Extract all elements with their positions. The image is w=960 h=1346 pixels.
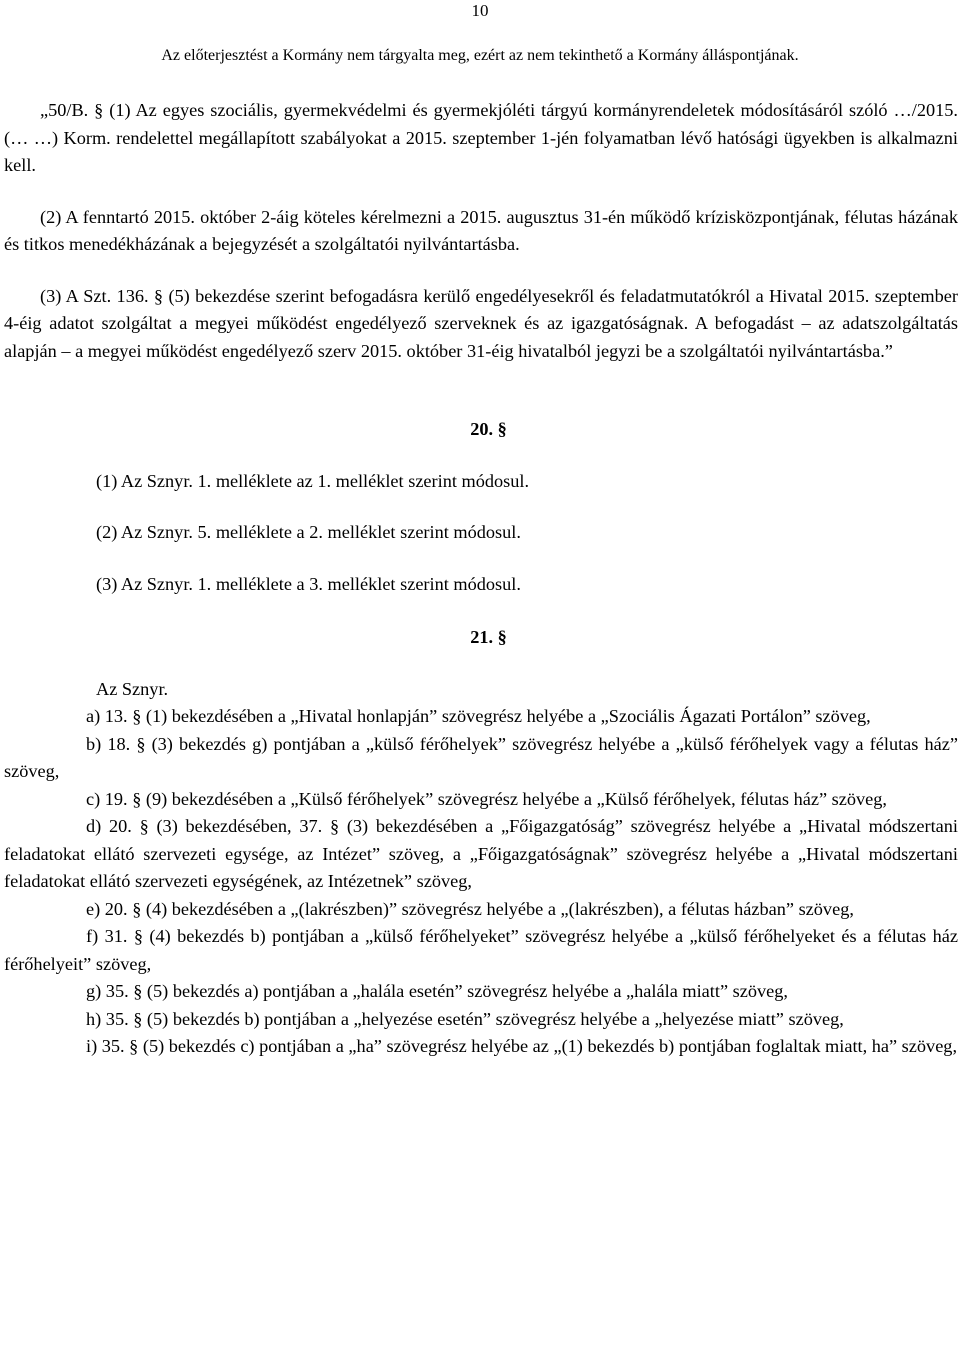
paragraph-50b-3: (3) A Szt. 136. § (5) bekezdése szerint befogadásra kerülő engedélyesekről és feladatmutatókról a Hivatal 2015. szeptember 4-éig adatot szolgáltat a megyei működést engedélyező szerveknek és az igazgatóságnak. A befogadást – az adatszolgáltatás alapján – a megyei működést engedélyező szerv 2015. október 31-éig hivatalból jegyzi be a szolgáltatói nyilvántartásba.” <box>4 285 958 361</box>
section-21-item-d: d) 20. § (3) bekezdésében, 37. § (3) bekezdésében a „Főigazgatóság” szövegrész helyébe a „Hivatal módszertani feladatokat ellátó szervezeti egysége, az Intézet” szöveg, a „Főigazgatóságnak” szövegrész helyébe a „Hivatal módszertani feladatokat ellátó szervezeti egységének, az Intézetnek” szöveg, <box>4 816 958 891</box>
section-20-item-2: (2) Az Sznyr. 5. melléklete a 2. melléklet szerint módosul. <box>96 522 521 542</box>
section-21-item-i: i) 35. § (5) bekezdés c) pontjában a „ha” szövegrész helyébe az „(1) bekezdés b) pontjában foglaltak miatt, ha” szöveg, <box>86 1036 958 1056</box>
section-20-heading: 20. § <box>470 419 507 439</box>
paragraph-50b-1: „50/B. § (1) Az egyes szociális, gyermekvédelmi és gyermekjóléti tárgyú kormányrendeletek módosításáról szóló …/2015. (… …) Korm. rendelettel megállapított szabályokat a 2015. szeptember 1-jén folyamatban lévő hatósági ügyekben is alkalmazni kell. <box>4 100 958 175</box>
paragraph-50b-2: (2) A fenntartó 2015. október 2-áig köteles kérelmezni a 2015. augusztus 31-én működő krízisközpontjának, félutas házának és titkos menedékházának a bejegyzését a szolgáltatói nyilvántartásba. <box>4 206 958 254</box>
section-21-item-a: a) 13. § (1) bekezdésében a „Hivatal honlapján” szövegrész helyébe a „Szociális Ágazati Portálon” szöveg, <box>86 706 871 726</box>
section-21-item-c: c) 19. § (9) bekezdésében a „Külső férőhelyek” szövegrész helyébe a „Külső férőhelyek, félutas ház” szöveg, <box>86 788 887 809</box>
section-21-intro: Az Sznyr. <box>96 678 169 699</box>
section-21-item-f: f) 31. § (4) bekezdés b) pontjában a „külső férőhelyeket” szövegrész helyébe a „külső férőhelyeket és a félutas ház férőhelyeit” szöveg, <box>4 926 958 974</box>
government-notice: Az előterjesztést a Kormány nem tárgyalta meg, ezért az nem tekinthető a Kormány álláspontjának. <box>161 47 799 64</box>
page-number: 10 <box>471 1 489 20</box>
section-21-item-b: b) 18. § (3) bekezdés g) pontjában a „külső férőhelyek” szövegrész helyébe a „külső férőhelyek vagy a félutas ház” szöveg, <box>4 733 958 781</box>
section-20-item-3: (3) Az Sznyr. 1. melléklete a 3. melléklet szerint módosul. <box>96 573 521 594</box>
section-21-item-g: g) 35. § (5) bekezdés a) pontjában a „halála esetén” szövegrész helyébe a „halála miatt” szöveg, <box>86 981 788 1001</box>
section-20-item-1: (1) Az Sznyr. 1. melléklete az 1. melléklet szerint módosul. <box>96 470 530 491</box>
section-21-item-h: h) 35. § (5) bekezdés b) pontjában a „helyezése esetén” szövegrész helyébe a „helyezése miatt” szöveg, <box>86 1008 844 1029</box>
section-21-heading: 21. § <box>470 627 507 647</box>
document-body <box>4 97 958 1061</box>
section-21-item-e: e) 20. § (4) bekezdésében a „(lakrészben)” szövegrész helyébe a „(lakrészben), a félutas házban” szöveg, <box>86 898 854 919</box>
